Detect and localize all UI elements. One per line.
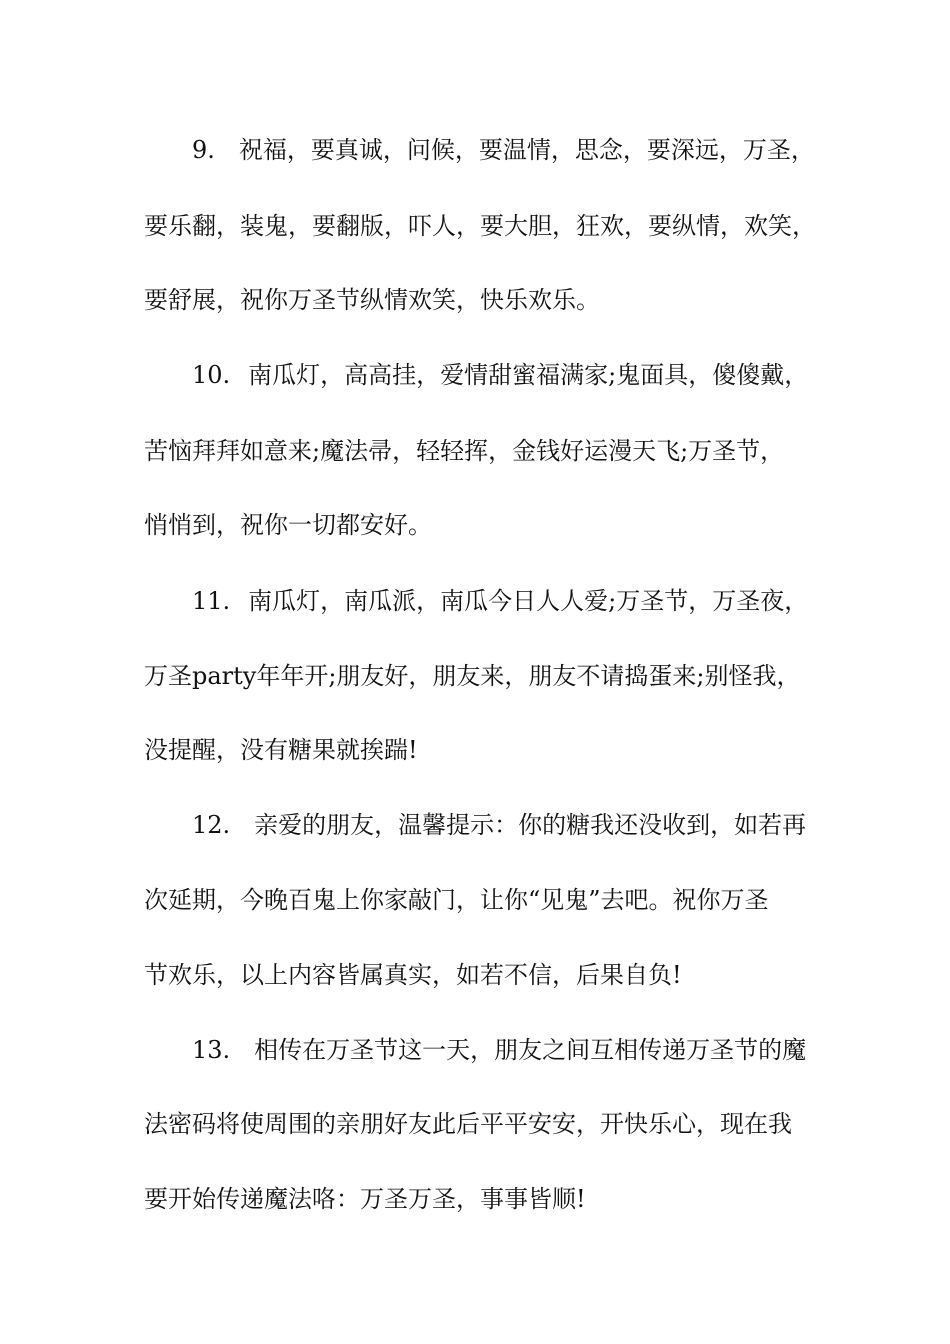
paragraph-11-text-1: 南瓜灯，南瓜派，南瓜今日人人爱;万圣节，万圣夜，: [248, 587, 809, 615]
paragraph-11-number: 11.: [192, 587, 231, 615]
paragraph-9-number: 9.: [192, 136, 215, 164]
paragraph-9-text-1: 祝福，要真诚，问候，要温情，思念，要深远，万圣，: [238, 136, 815, 164]
paragraph-12-text-1: 亲爱的朋友，温馨提示：你的糖我还没收到，如若再: [254, 811, 807, 839]
paragraph-11-line-2: 万圣party年年开;朋友好，朋友来，朋友不请捣蛋来;别怪我，: [144, 662, 801, 690]
paragraph-9-line-2: 要乐翻，装鬼，要翻版，吓人，要大胆，狂欢，要纵情，欢笑，: [144, 212, 816, 240]
paragraph-13-line-3: 要开始传递魔法咯：万圣万圣，事事皆顺!: [144, 1185, 586, 1213]
paragraph-10-line-3: 悄悄到，祝你一切都安好。: [144, 511, 432, 539]
paragraph-9-line-3: 要舒展，祝你万圣节纵情欢笑，快乐欢乐。: [144, 286, 600, 314]
paragraph-10-number: 10.: [192, 361, 231, 389]
paragraph-10-line-2: 苦恼拜拜如意来;魔法帚，轻轻挥，金钱好运漫天飞;万圣节，: [144, 437, 785, 465]
paragraph-13-number: 13.: [192, 1036, 231, 1064]
paragraph-11-line-3: 没提醒，没有糖果就挨踹!: [144, 736, 418, 764]
paragraph-13-line-2: 法密码将使周围的亲朋好友此后平平安安，开快乐心，现在我: [144, 1110, 792, 1138]
paragraph-13-text-1: 相传在万圣节这一天，朋友之间互相传递万圣节的魔: [254, 1036, 807, 1064]
paragraph-10-text-1: 南瓜灯，高高挂，爱情甜蜜福满家;鬼面具，傻傻戴，: [248, 361, 809, 389]
paragraph-13-line-1: [192, 1030, 872, 1070]
paragraph-10-line-1: [192, 355, 872, 395]
paragraph-9-line-1: [192, 130, 872, 170]
paragraph-12-line-2: 次延期，今晚百鬼上你家敲门，让你“见鬼”去吧。祝你万圣: [144, 886, 769, 914]
paragraph-11-line-1: [192, 581, 872, 621]
paragraph-12-line-3: 节欢乐，以上内容皆属真实，如若不信，后果自负!: [144, 961, 682, 989]
paragraph-12-number: 12.: [192, 811, 231, 839]
paragraph-12-line-1: [192, 805, 872, 845]
